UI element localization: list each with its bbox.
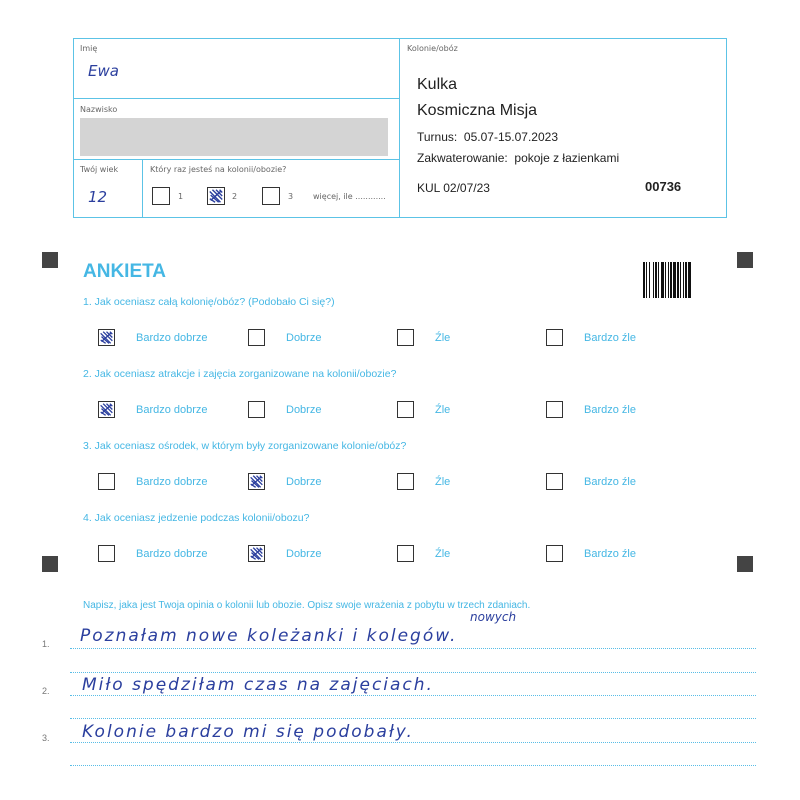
- question-1-option-1-label: Bardzo dobrze: [136, 332, 208, 344]
- question-2-option-1-checkbox[interactable]: [98, 401, 115, 418]
- divider-v2: [142, 159, 143, 218]
- question-3-text: 3. Jak oceniasz ośrodek, w którym były zorganizowane kolonie/obóz?: [83, 440, 407, 452]
- times-option-1: 1: [178, 192, 184, 201]
- form-number: 00736: [645, 179, 682, 194]
- question-2-option-4-checkbox[interactable]: [546, 401, 563, 418]
- answer-line-2b: [70, 718, 756, 719]
- question-3-option-2-checkbox[interactable]: [248, 473, 265, 490]
- question-3-option-1-label: Bardzo dobrze: [136, 476, 208, 488]
- times-option-3: 3: [288, 192, 294, 201]
- registration-marker-tl: [42, 252, 58, 268]
- line-number-3: 3.: [42, 733, 50, 743]
- times-more: więcej, ile ............: [313, 192, 386, 201]
- answer-line-3a: [70, 742, 756, 743]
- question-1-option-3-checkbox[interactable]: [397, 329, 414, 346]
- question-2-text: 2. Jak oceniasz atrakcje i zajęcia zorganizowane na kolonii/obozie?: [83, 368, 397, 380]
- times-label: Który raz jesteś na kolonii/obozie?: [150, 165, 287, 174]
- divider-h1: [73, 98, 400, 99]
- times-option-2: 2: [232, 192, 238, 201]
- question-1-option-2-checkbox[interactable]: [248, 329, 265, 346]
- wiek-label: Twój wiek: [80, 165, 119, 174]
- answer-line-1a: [70, 648, 756, 649]
- question-4-option-4-label: Bardzo źle: [584, 548, 636, 560]
- question-4-text: 4. Jak oceniasz jedzenie podczas kolonii/obozu?: [83, 512, 310, 524]
- zakw-value: pokoje z łazienkami: [514, 151, 620, 165]
- question-1-option-1-checkbox[interactable]: [98, 329, 115, 346]
- turnus-row: [417, 130, 558, 144]
- question-2-option-3-label: Źle: [435, 404, 451, 416]
- answer-1-insert: nowych: [470, 610, 517, 624]
- question-4-option-1-checkbox[interactable]: [98, 545, 115, 562]
- line-number-2: 2.: [42, 686, 50, 696]
- answer-line-2a: [70, 695, 756, 696]
- question-2-option-2-label: Dobrze: [286, 404, 322, 416]
- zakw-row: [417, 151, 619, 165]
- question-3-option-4-label: Bardzo źle: [584, 476, 636, 488]
- wiek-value[interactable]: 12: [88, 188, 108, 206]
- divider-h2: [73, 159, 400, 160]
- question-1-text: 1. Jak oceniasz całą kolonię/obóz? (Podobało Ci się?): [83, 296, 335, 308]
- camp-name: Kulka: [417, 76, 458, 93]
- answer-line-1b: [70, 672, 756, 673]
- times-checkbox-3[interactable]: [262, 187, 280, 205]
- question-2-option-1-label: Bardzo dobrze: [136, 404, 208, 416]
- opinion-prompt: Napisz, jaka jest Twoja opinia o kolonii lub obozie. Opisz swoje wrażenia z pobytu w trzech zdaniach.: [83, 600, 531, 611]
- answer-3[interactable]: Kolonie bardzo mi się podobały.: [82, 722, 414, 742]
- question-4-option-3-checkbox[interactable]: [397, 545, 414, 562]
- zakw-label: Zakwaterowanie:: [417, 151, 508, 165]
- question-1-option-2-label: Dobrze: [286, 332, 322, 344]
- nazwisko-redacted: [80, 118, 388, 156]
- line-number-1: 1.: [42, 639, 50, 649]
- camp-program: Kosmiczna Misja: [417, 102, 538, 119]
- registration-marker-ml: [42, 556, 58, 572]
- question-3-option-3-checkbox[interactable]: [397, 473, 414, 490]
- question-2-option-4-label: Bardzo źle: [584, 404, 636, 416]
- registration-marker-tr: [737, 252, 753, 268]
- survey-title: ANKIETA: [83, 261, 167, 282]
- answer-2[interactable]: Miło spędziłam czas na zajęciach.: [82, 675, 434, 695]
- question-3-option-1-checkbox[interactable]: [98, 473, 115, 490]
- question-2-option-3-checkbox[interactable]: [397, 401, 414, 418]
- turnus-value: 05.07-15.07.2023: [463, 130, 559, 144]
- turnus-label: Turnus:: [417, 130, 458, 144]
- camp-label: Kolonie/obóz: [407, 44, 458, 53]
- question-4-option-4-checkbox[interactable]: [546, 545, 563, 562]
- divider-vertical: [399, 38, 400, 218]
- times-checkbox-1[interactable]: [152, 187, 170, 205]
- question-4-option-2-checkbox[interactable]: [248, 545, 265, 562]
- question-3-option-3-label: Źle: [435, 476, 451, 488]
- question-4-option-3-label: Źle: [435, 548, 451, 560]
- registration-marker-mr: [737, 556, 753, 572]
- answer-1[interactable]: Poznałam nowe koleżanki i kolegów.: [80, 626, 458, 646]
- question-3-option-4-checkbox[interactable]: [546, 473, 563, 490]
- question-1-option-4-label: Bardzo źle: [584, 332, 636, 344]
- barcode: [643, 262, 699, 298]
- question-2-option-2-checkbox[interactable]: [248, 401, 265, 418]
- question-4-option-2-label: Dobrze: [286, 548, 322, 560]
- question-3-option-2-label: Dobrze: [286, 476, 322, 488]
- nazwisko-label: Nazwisko: [80, 105, 118, 114]
- answer-line-3b: [70, 765, 756, 766]
- question-1-option-4-checkbox[interactable]: [546, 329, 563, 346]
- camp-code: KUL 02/07/23: [417, 181, 490, 195]
- question-4-option-1-label: Bardzo dobrze: [136, 548, 208, 560]
- question-1-option-3-label: Źle: [435, 332, 451, 344]
- imie-label: Imię: [80, 44, 98, 53]
- times-checkbox-2[interactable]: [207, 187, 225, 205]
- imie-value[interactable]: Ewa: [88, 62, 119, 80]
